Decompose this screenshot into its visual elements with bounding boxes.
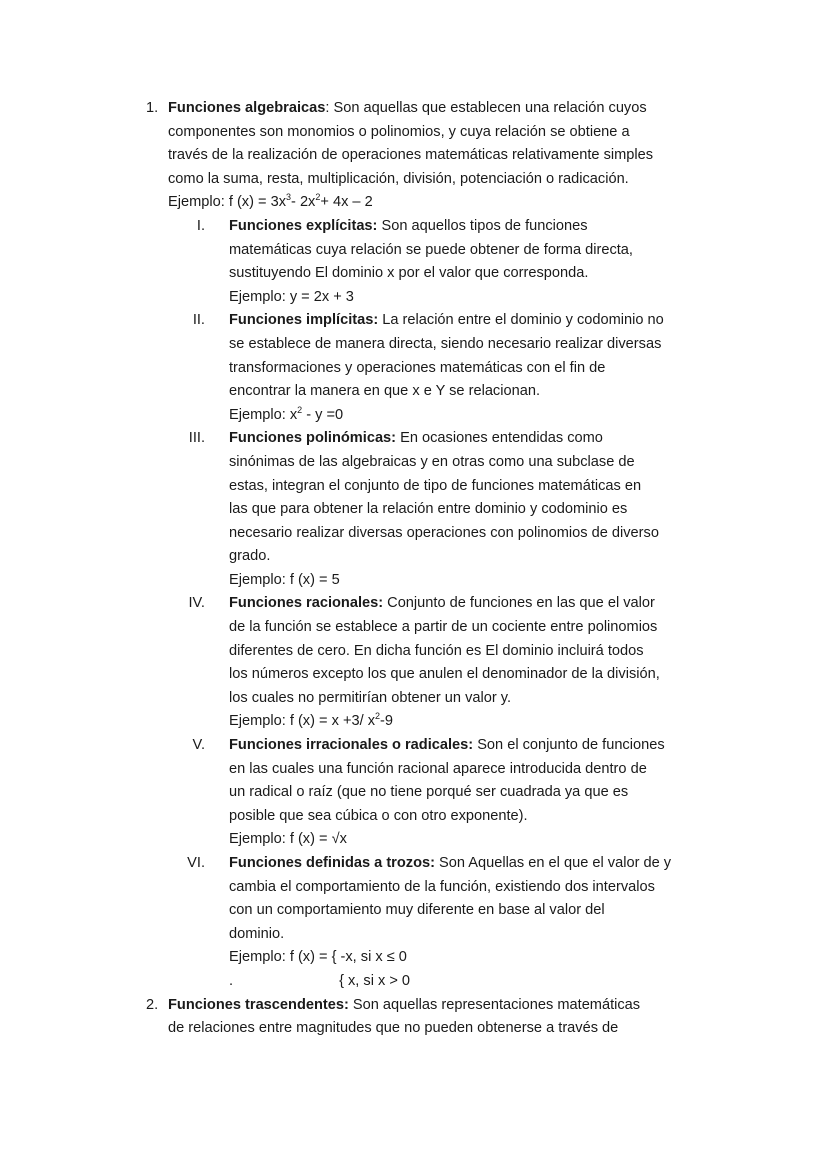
text-line [0, 640, 828, 664]
example-line [0, 569, 828, 593]
example-line [0, 404, 828, 428]
list-item-heading [0, 309, 828, 333]
text: Son Aquellas en el que el valor de y [434, 855, 672, 871]
text-line [0, 923, 828, 947]
text-line [0, 781, 828, 805]
list-item-title: Funciones trascendentes: [168, 996, 349, 1013]
text: En ocasiones entendidas como [396, 430, 603, 447]
list-item-heading [0, 215, 828, 239]
text-line [0, 168, 828, 192]
text: cambia el comportamiento de la función, existiendo dos intervalos [229, 878, 655, 895]
list-marker: VI. [187, 855, 205, 871]
text: sustituyendo El dominio x por el valor que corresponda. [229, 265, 589, 282]
superscript: 2 [375, 711, 381, 722]
text-line [0, 522, 828, 546]
list-item-title: Funciones definidas a trozos: [229, 855, 435, 871]
text: de la función se establece a partir de un cociente entre polinomios [229, 619, 658, 636]
example-text: - 2x [291, 194, 316, 211]
text: través de la realización de operaciones matemáticas relativamente simples [168, 147, 654, 164]
example-text: { x, si x > 0 [339, 972, 411, 989]
list-marker: 2. [146, 996, 159, 1013]
text: posible que sea cúbica o con otro exponente). [229, 807, 528, 824]
list-item-title: Funciones polinómicas: [229, 430, 397, 447]
text-line [0, 687, 828, 711]
text: encontrar la manera en que x e Y se relacionan. [229, 383, 540, 400]
text: : Son aquellas que establecen una relación cuyos [325, 100, 647, 116]
list-marker: III. [188, 430, 205, 447]
list-item-title: Funciones implícitas: [229, 312, 379, 329]
text-line [0, 1017, 828, 1041]
example-text: Ejemplo: y = 2x + 3 [229, 288, 354, 305]
list-marker: II. [192, 312, 205, 329]
superscript: 2 [315, 192, 321, 203]
text: en las cuales una función racional aparece introducida dentro de [229, 760, 647, 777]
text-line [0, 475, 828, 499]
text: La relación entre el dominio y codominio no [378, 312, 664, 329]
text-line [0, 663, 828, 687]
list-item-title: Funciones algebraicas [168, 100, 326, 116]
text-line [0, 545, 828, 569]
list-marker: 1. [146, 100, 159, 116]
document-page [0, 97, 828, 1041]
example-text: + 4x – 2 [320, 194, 373, 211]
example-text: Ejemplo: f (x) = 3x [168, 194, 287, 211]
text-line [0, 451, 828, 475]
text: grado. [229, 548, 271, 565]
text: Conjunto de funciones en las que el valor [383, 595, 655, 612]
text: Son aquellos tipos de funciones [377, 217, 588, 234]
text: Son el conjunto de funciones [473, 737, 665, 754]
list-item-heading [0, 97, 828, 121]
list-item-title: Funciones explícitas: [229, 217, 378, 234]
example-line [0, 828, 828, 852]
list-marker: V. [192, 737, 205, 754]
example-text: - y =0 [302, 406, 344, 423]
text: se establece de manera directa, siendo necesario realizar diversas [229, 335, 662, 352]
example-line-2 [0, 970, 828, 994]
text-line [0, 616, 828, 640]
text-line [0, 758, 828, 782]
example-text: -9 [380, 713, 393, 730]
list-item-heading [0, 994, 828, 1018]
text-line [0, 498, 828, 522]
text: como la suma, resta, multiplicación, división, potenciación o radicación. [168, 170, 629, 187]
text: dominio. [229, 925, 285, 942]
text-line [0, 121, 828, 145]
text: transformaciones y operaciones matemáticas con el fin de [229, 359, 606, 376]
text: estas, integran el conjunto de tipo de funciones matemáticas en [229, 477, 642, 494]
text-line [0, 262, 828, 286]
text-line [0, 876, 828, 900]
text-line [0, 899, 828, 923]
text: sinónimas de las algebraicas y en otras como una subclase de [229, 453, 635, 470]
list-item-title: Funciones racionales: [229, 595, 384, 612]
text: necesario realizar diversas operaciones con polinomios de diverso [229, 524, 659, 541]
list-item-heading [0, 852, 828, 876]
text-line [0, 357, 828, 381]
text: diferentes de cero. En dicha función es El dominio incluirá todos [229, 642, 644, 659]
example-line [0, 946, 828, 970]
dot: . [229, 972, 234, 989]
example-text: Ejemplo: f (x) = 5 [229, 571, 340, 588]
text-line [0, 380, 828, 404]
example-text: Ejemplo: f (x) = √x [229, 831, 347, 848]
text-line [0, 333, 828, 357]
text-line [0, 805, 828, 829]
example-text: Ejemplo: f (x) = x +3/ x [229, 713, 375, 730]
text: las que para obtener la relación entre dominio y codominio es [229, 501, 628, 518]
text: Son aquellas representaciones matemáticas [348, 996, 641, 1013]
superscript: 3 [286, 192, 292, 203]
text: componentes son monomios o polinomios, y cuya relación se obtiene a [168, 123, 630, 140]
example-line [0, 710, 828, 734]
text-line [0, 144, 828, 168]
superscript: 2 [297, 404, 303, 415]
text: matemáticas cuya relación se puede obtener de forma directa, [229, 241, 633, 258]
text: un radical o raíz (que no tiene porqué ser cuadrada ya que es [229, 784, 629, 801]
list-marker: I. [196, 217, 205, 234]
list-item-heading [0, 592, 828, 616]
example-line [0, 191, 828, 215]
example-text: Ejemplo: f (x) = { -x, si x ≤ 0 [229, 949, 407, 966]
list-marker: IV. [188, 595, 205, 612]
example-line [0, 286, 828, 310]
text: los cuales no permitirían obtener un valor y. [229, 689, 512, 706]
text: los números excepto los que anulen el denominador de la división, [229, 666, 660, 683]
example-text: Ejemplo: x [229, 406, 298, 423]
list-item-heading [0, 427, 828, 451]
list-item-title: Funciones irracionales o radicales: [229, 737, 474, 754]
list-item-heading [0, 734, 828, 758]
text-line [0, 239, 828, 263]
text: de relaciones entre magnitudes que no pueden obtenerse a través de [168, 1020, 619, 1037]
text: con un comportamiento muy diferente en base al valor del [229, 902, 605, 919]
